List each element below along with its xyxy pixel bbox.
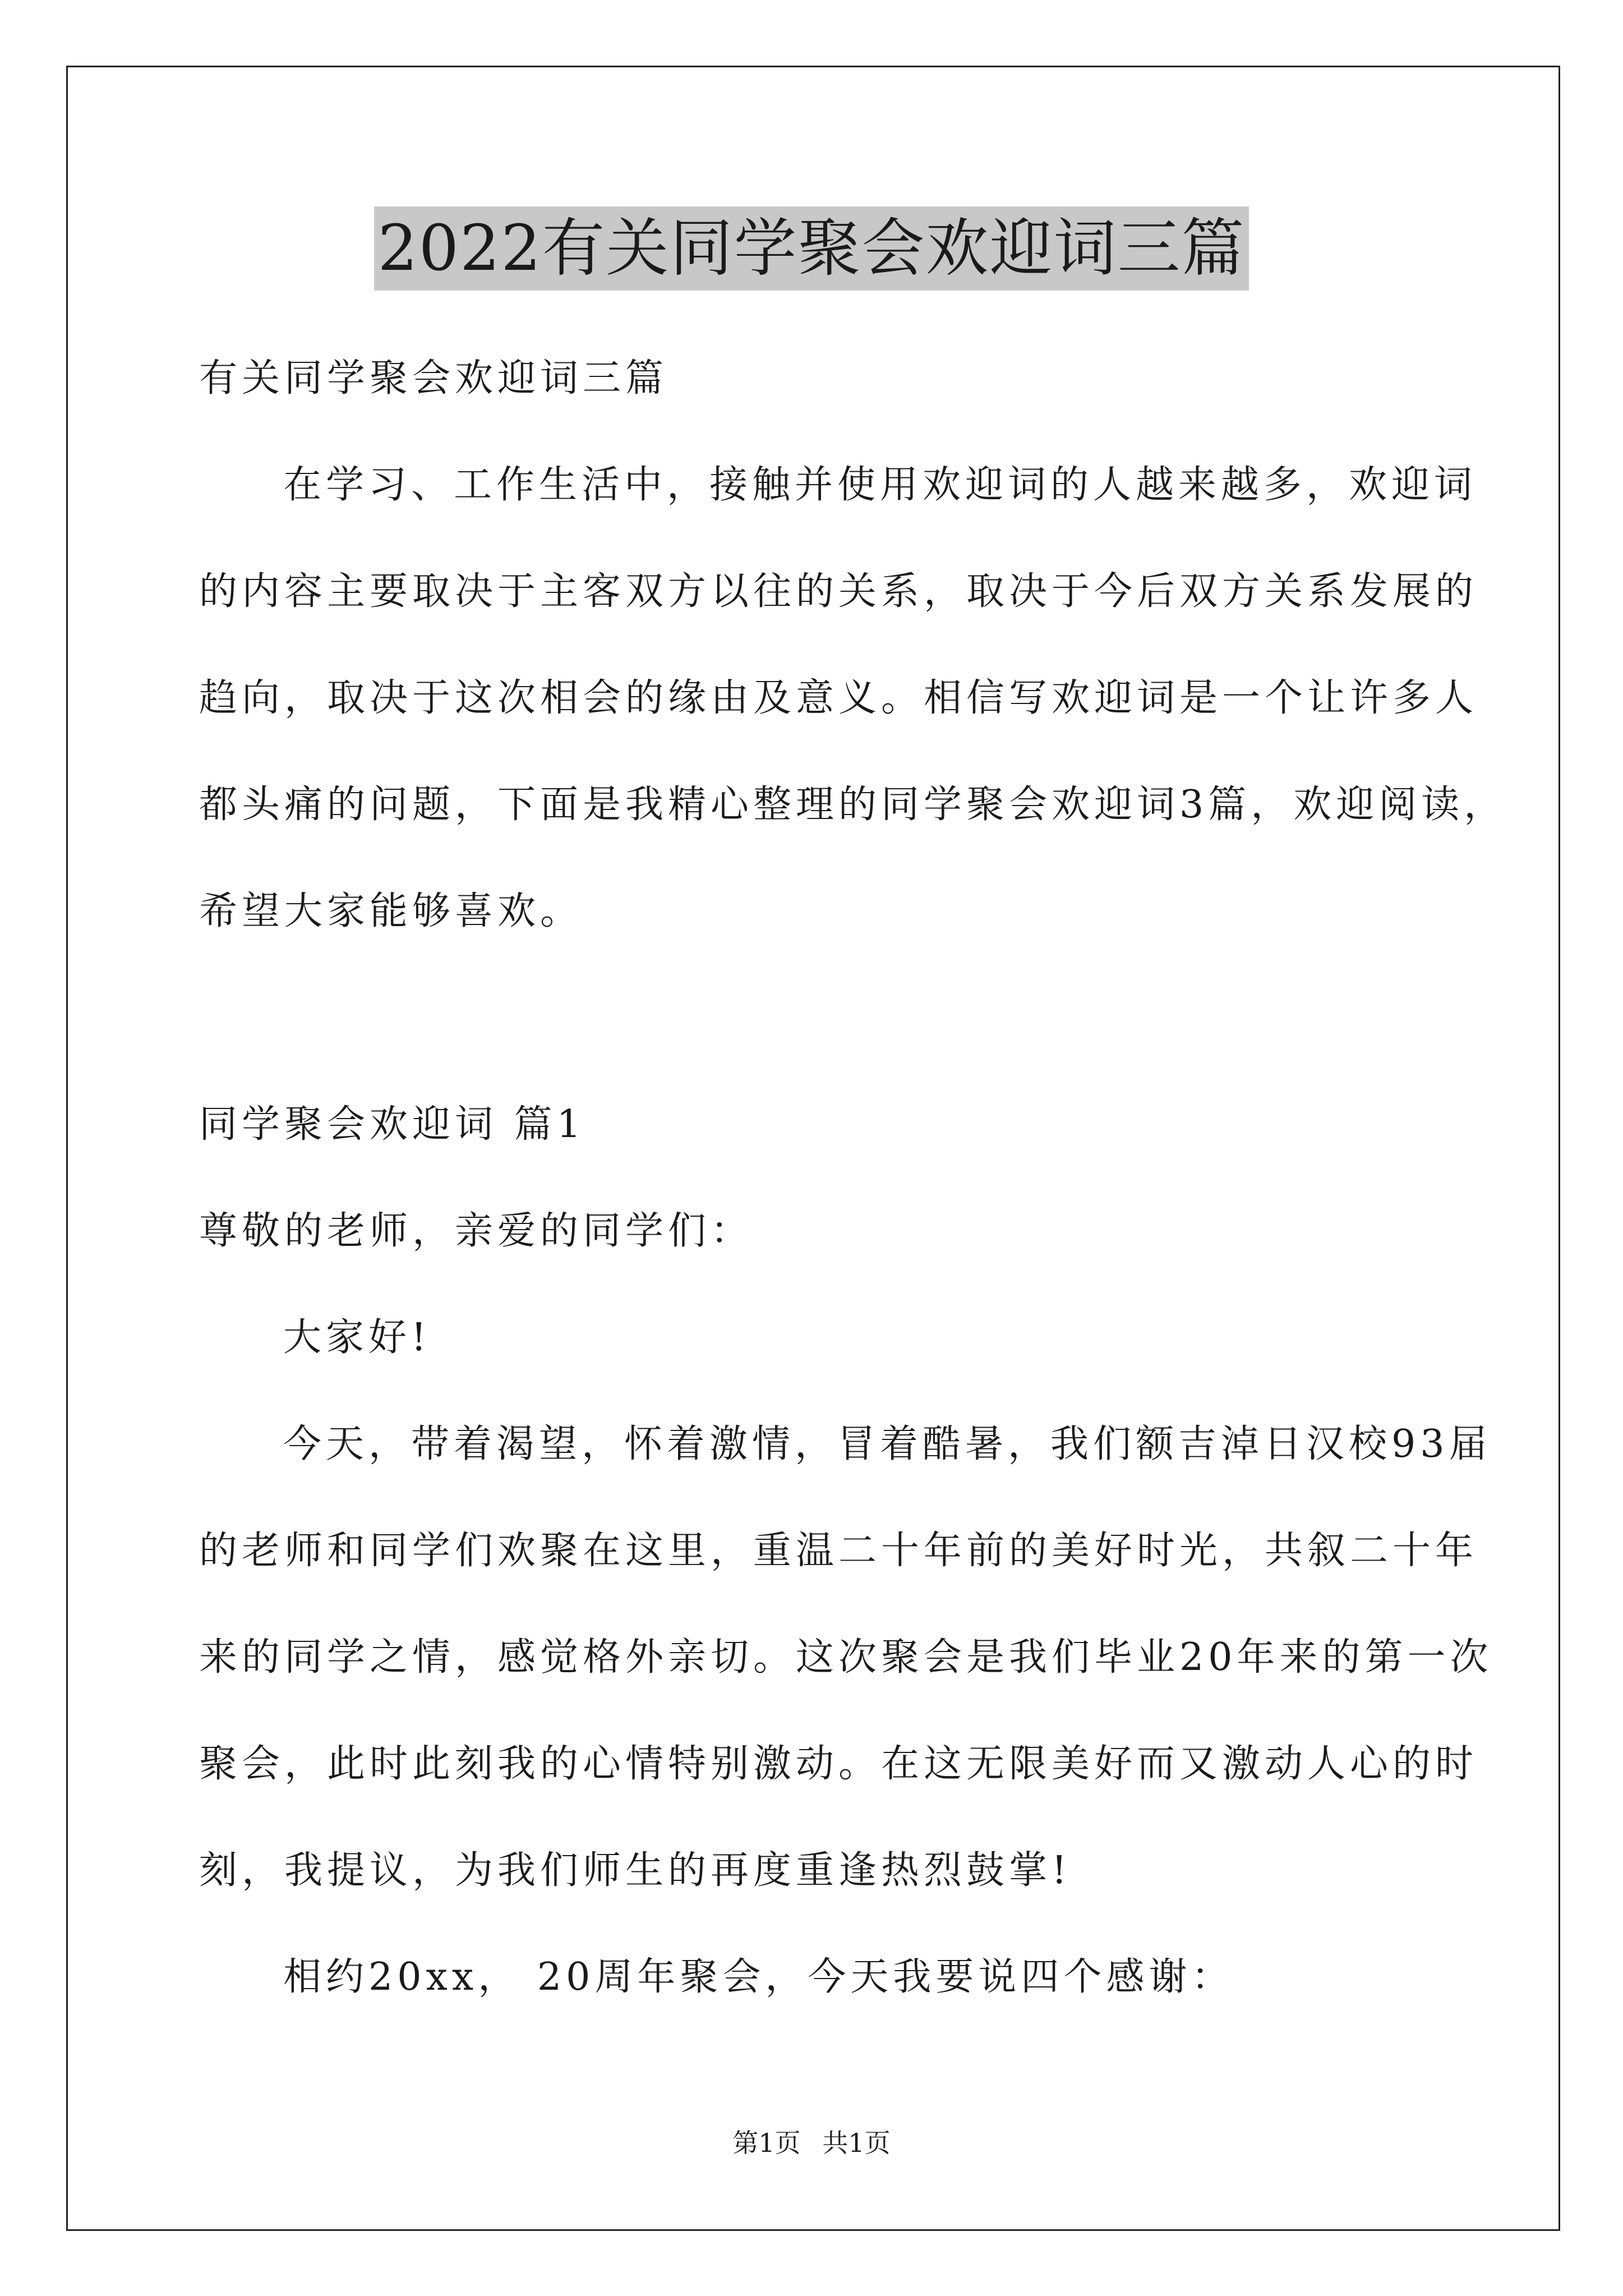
intro-line: 趋向，取决于这次相会的缘由及意义。相信写欢迎词是一个让许多人 — [199, 676, 1478, 720]
page-number: 第1页 — [732, 2128, 801, 2158]
greeting: 大家好! — [283, 1315, 431, 1360]
intro-line: 希望大家能够喜欢。 — [199, 889, 583, 933]
document-title: 2022有关同学聚会欢迎词三篇 — [374, 206, 1248, 291]
title-container — [0, 206, 1623, 291]
body-line: 来的同学之情，感觉格外亲切。这次聚会是我们毕业20年来的第一次 — [199, 1635, 1493, 1680]
last-line: 相约20xx， 20周年聚会，今天我要说四个感谢： — [283, 1955, 1234, 1999]
body-line: 今天，带着渴望，怀着激情，冒着酷暑，我们额吉淖日汉校93届 — [283, 1422, 1492, 1466]
body-line: 聚会，此时此刻我的心情特别激动。在这无限美好而又激动人心的时 — [199, 1742, 1478, 1786]
salutation: 尊敬的老师，亲爱的同学们： — [199, 1209, 754, 1253]
intro-line: 都头痛的问题，下面是我精心整理的同学聚会欢迎词3篇，欢迎阅读， — [199, 783, 1507, 827]
body-line: 刻，我提议，为我们师生的再度重逢热烈鼓掌! — [199, 1848, 1072, 1893]
intro-line: 在学习、工作生活中，接触并使用欢迎词的人越来越多，欢迎词 — [283, 463, 1477, 507]
section-heading: 同学聚会欢迎词 篇1 — [199, 1102, 585, 1147]
subtitle: 有关同学聚会欢迎词三篇 — [199, 356, 668, 401]
page-footer — [0, 2126, 1623, 2160]
page-total: 共1页 — [822, 2128, 891, 2158]
body-line: 的老师和同学们欢聚在这里，重温二十年前的美好时光，共叙二十年 — [199, 1529, 1478, 1573]
intro-line: 的内容主要取决于主客双方以往的关系，取决于今后双方关系发展的 — [199, 569, 1478, 614]
